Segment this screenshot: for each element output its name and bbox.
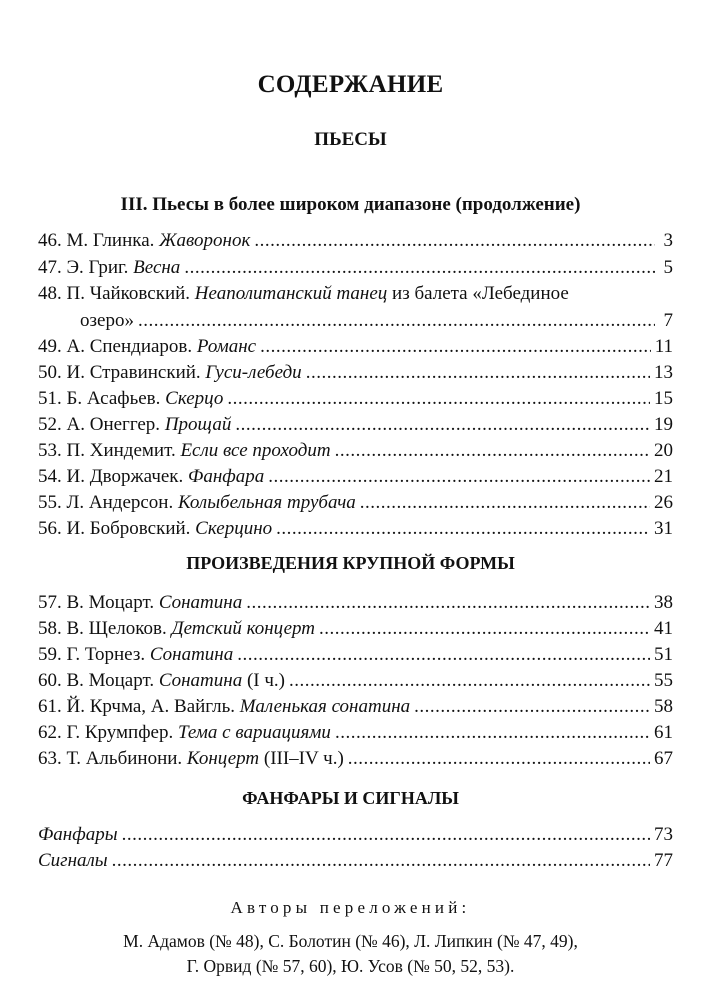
leader-dots <box>122 823 650 847</box>
toc-entry[interactable] <box>38 335 673 359</box>
toc-entry[interactable] <box>38 643 673 667</box>
toc-entry[interactable] <box>38 491 673 515</box>
section-heading-large-forms: ПРОИЗВЕДЕНИЯ КРУПНОЙ ФОРМЫ <box>186 553 515 573</box>
page-number: 77 <box>654 850 673 871</box>
entry-label: 61. Й. Крчма, А. Вайгль. Маленькая сонатина <box>38 696 411 717</box>
page-number: 58 <box>654 696 673 717</box>
section-title-pieces: ПЬЕСЫ <box>314 129 387 150</box>
toc-entry[interactable] <box>38 256 673 280</box>
entry-label: 51. Б. Асафьев. Скерцо <box>38 388 224 409</box>
page-number: 13 <box>654 362 673 383</box>
leader-dots <box>112 849 650 873</box>
page-number: 55 <box>654 670 673 691</box>
leader-dots <box>348 747 650 771</box>
leader-dots <box>138 309 655 333</box>
leader-dots <box>319 617 650 641</box>
arrangers-line: М. Адамов (№ 48), С. Болотин (№ 46), Л. Липкин (№ 47, 49), <box>123 931 578 951</box>
entry-label: 59. Г. Торнез. Сонатина <box>38 644 234 665</box>
page-number: 41 <box>654 618 673 639</box>
entry-label: 63. Т. Альбинони. Концерт (III–IV ч.) <box>38 748 344 769</box>
page-number: 61 <box>654 722 673 743</box>
toc-entry[interactable] <box>38 747 673 771</box>
arrangers-heading: Авторы переложений: <box>230 898 471 917</box>
toc-entry[interactable] <box>38 387 673 411</box>
entry-label: 48. П. Чайковский. Неаполитанский танец из балета «Лебединое <box>38 283 569 304</box>
page-number: 31 <box>654 518 673 539</box>
page-number: 20 <box>654 440 673 461</box>
toc-entry[interactable] <box>38 517 673 541</box>
entry-label: 49. А. Спендиаров. Романс <box>38 336 257 357</box>
toc-entry[interactable] <box>38 413 673 437</box>
leader-dots <box>268 465 650 489</box>
entry-label: 62. Г. Крумпфер. Тема с вариациями <box>38 722 331 743</box>
arrangers-line: Г. Орвид (№ 57, 60), Ю. Усов (№ 50, 52, 53). <box>186 956 515 976</box>
entry-label: 46. М. Глинка. Жаворонок <box>38 230 251 251</box>
page-number: 3 <box>663 230 673 251</box>
entry-label-continued: озеро» <box>80 310 134 331</box>
page-number: 15 <box>654 388 673 409</box>
leader-dots <box>227 387 650 411</box>
page-number: 67 <box>654 748 673 769</box>
leader-dots <box>254 229 655 253</box>
leader-dots <box>235 413 650 437</box>
page-number: 11 <box>654 336 673 357</box>
page-number: 26 <box>654 492 673 513</box>
leader-dots <box>289 669 650 693</box>
entry-label: Сигналы <box>38 850 108 871</box>
leader-dots <box>276 517 650 541</box>
entry-label: 57. В. Моцарт. Сонатина <box>38 592 243 613</box>
toc-entry-first-line <box>38 282 673 306</box>
page-title: СОДЕРЖАНИЕ <box>257 71 444 98</box>
leader-dots <box>184 256 655 280</box>
toc-entry[interactable] <box>38 721 673 745</box>
toc-entry[interactable] <box>80 309 673 333</box>
entry-label: 56. И. Бобровский. Скерцино <box>38 518 273 539</box>
entry-label: 55. Л. Андерсон. Колыбельная трубача <box>38 492 356 513</box>
section-heading-iii: III. Пьесы в более широком диапазоне (продолжение) <box>120 194 581 215</box>
toc-entry[interactable] <box>38 229 673 253</box>
toc-entry[interactable] <box>38 617 673 641</box>
page-number: 7 <box>663 310 673 331</box>
page-number: 5 <box>663 257 673 278</box>
toc-entry[interactable] <box>38 823 673 847</box>
leader-dots <box>306 361 650 385</box>
entry-label: 54. И. Дворжачек. Фанфара <box>38 466 265 487</box>
entry-label: 50. И. Стравинский. Гуси-лебеди <box>38 362 302 383</box>
toc-entry[interactable] <box>38 695 673 719</box>
leader-dots <box>260 335 651 359</box>
toc-entry[interactable] <box>38 439 673 463</box>
page-number: 21 <box>654 466 673 487</box>
toc-entry[interactable] <box>38 361 673 385</box>
leader-dots <box>237 643 650 667</box>
toc-entry[interactable] <box>38 465 673 489</box>
page-number: 73 <box>654 824 673 845</box>
leader-dots <box>335 439 650 463</box>
page-number: 38 <box>654 592 673 613</box>
leader-dots <box>414 695 650 719</box>
entry-label: 53. П. Хиндемит. Если все проходит <box>38 440 331 461</box>
entry-label: 60. В. Моцарт. Сонатина (I ч.) <box>38 670 286 691</box>
entry-label: 58. В. Щелоков. Детский концерт <box>38 618 316 639</box>
entry-label: Фанфары <box>38 824 118 845</box>
page-number: 51 <box>654 644 673 665</box>
leader-dots <box>246 591 650 615</box>
leader-dots <box>360 491 650 515</box>
toc-entry[interactable] <box>38 669 673 693</box>
entry-label: 47. Э. Григ. Весна <box>38 257 181 278</box>
entry-label: 52. А. Онеггер. Прощай <box>38 414 232 435</box>
toc-entry[interactable] <box>38 849 673 873</box>
toc-entry[interactable] <box>38 591 673 615</box>
page-number: 19 <box>654 414 673 435</box>
leader-dots <box>335 721 650 745</box>
section-heading-fanfares: ФАНФАРЫ И СИГНАЛЫ <box>242 788 459 808</box>
